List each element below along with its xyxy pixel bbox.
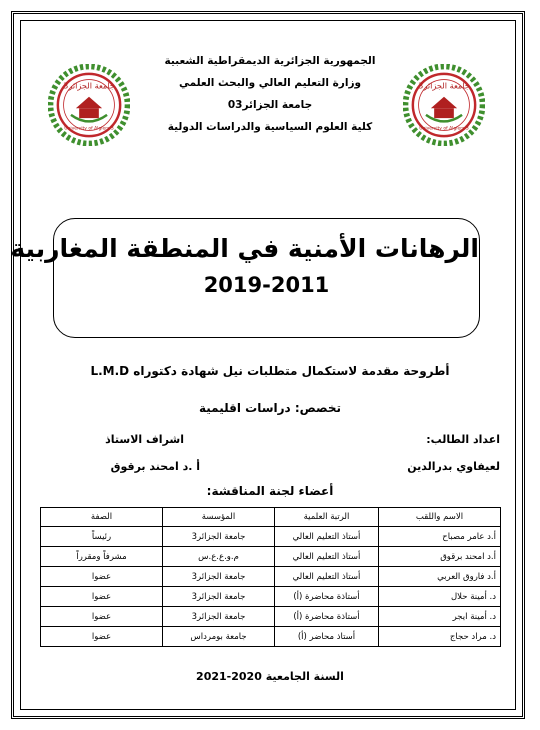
header-ministry: وزارة التعليم العالي والبحث العلمي [178, 77, 362, 89]
member-role: مشرفاً ومقرراً [41, 547, 163, 567]
member-institution: جامعة بومرداس [163, 627, 275, 647]
academic-year: السنة الجامعية 2020-2021 [196, 670, 344, 683]
thesis-description: أطروحة مقدمة لاستكمال متطلبات نيل شهادة دكتوراه L.M.D [90, 364, 450, 378]
member-name: د. أمينة ايجر [379, 607, 501, 627]
member-role: عضوا [41, 627, 163, 647]
member-institution: جامعة الجزائر3 [163, 607, 275, 627]
committee-title: أعضاء لجنة المناقشة: [206, 484, 334, 498]
member-name: أ.د عامر مصباح [379, 527, 501, 547]
thesis-years: 2019-2011 [203, 273, 330, 297]
header-republic: الجمهورية الجزائرية الديمقراطية الشعبية [164, 55, 376, 67]
table-header-row [41, 508, 501, 527]
student-name: لعيفاوي بدرالدين [407, 460, 500, 473]
header-rank: الرتبة العلمية [275, 508, 379, 527]
university-logo-right [403, 64, 485, 146]
member-institution: جامعة الجزائر3 [163, 527, 275, 547]
student-label: اعداد الطالب: [426, 433, 500, 446]
logo-arabic-text: جامعة الجزائر3 [418, 80, 470, 91]
member-role: عضوا [41, 567, 163, 587]
member-institution: م.و.ع.ع.س [163, 547, 275, 567]
table-row [41, 627, 501, 647]
header-name: الاسم واللقب [379, 508, 501, 527]
member-institution: جامعة الجزائر3 [163, 567, 275, 587]
specialty: تخصص: دراسات اقليمية [198, 401, 342, 415]
header-institution: المؤسسة [163, 508, 275, 527]
member-institution: جامعة الجزائر3 [163, 587, 275, 607]
member-rank: أستاذة محاضرة (أ) [275, 607, 379, 627]
thesis-title: الرهانات الأمنية في المنطقة المغاربية [10, 234, 479, 263]
supervisor-name: أ .د امحند برقوق [110, 460, 200, 473]
header-role: الصفة [41, 508, 163, 527]
institution-header [130, 50, 410, 138]
table-row [41, 547, 501, 567]
logo-latin-text: University of Algiers 3 [419, 126, 469, 132]
header-faculty: كلية العلوم السياسية والدراسات الدولية [167, 121, 373, 133]
header-university: جامعة الجزائر03 [227, 99, 313, 111]
member-role: عضوا [41, 587, 163, 607]
member-rank: أستاذ التعليم العالي [275, 527, 379, 547]
member-rank: أستاذة محاضرة (أ) [275, 587, 379, 607]
university-logo-left [48, 64, 130, 146]
member-name: د. مراد حجاج [379, 627, 501, 647]
member-name: أ.د فاروق العربي [379, 567, 501, 587]
table-row [41, 567, 501, 587]
title-box [10, 218, 480, 338]
supervisor-label: اشراف الاستاذ [105, 433, 184, 446]
table-row [41, 587, 501, 607]
logo-latin-text: University of Algiers 3 [64, 126, 114, 132]
wreath-icon [50, 66, 127, 143]
table-row [41, 527, 501, 547]
member-role: رئيساً [41, 527, 163, 547]
member-rank: أستاذ التعليم العالي [275, 547, 379, 567]
committee-table [40, 507, 501, 647]
member-rank: أستاذ التعليم العالي [275, 567, 379, 587]
member-name: أ.د امحند برقوق [379, 547, 501, 567]
wreath-icon [405, 66, 482, 143]
table-row [41, 607, 501, 627]
logo-arabic-text: جامعة الجزائر3 [63, 80, 115, 91]
member-rank: أستاذ محاضر (أ) [275, 627, 379, 647]
member-name: د. أمينة حلال [379, 587, 501, 607]
member-role: عضوا [41, 607, 163, 627]
